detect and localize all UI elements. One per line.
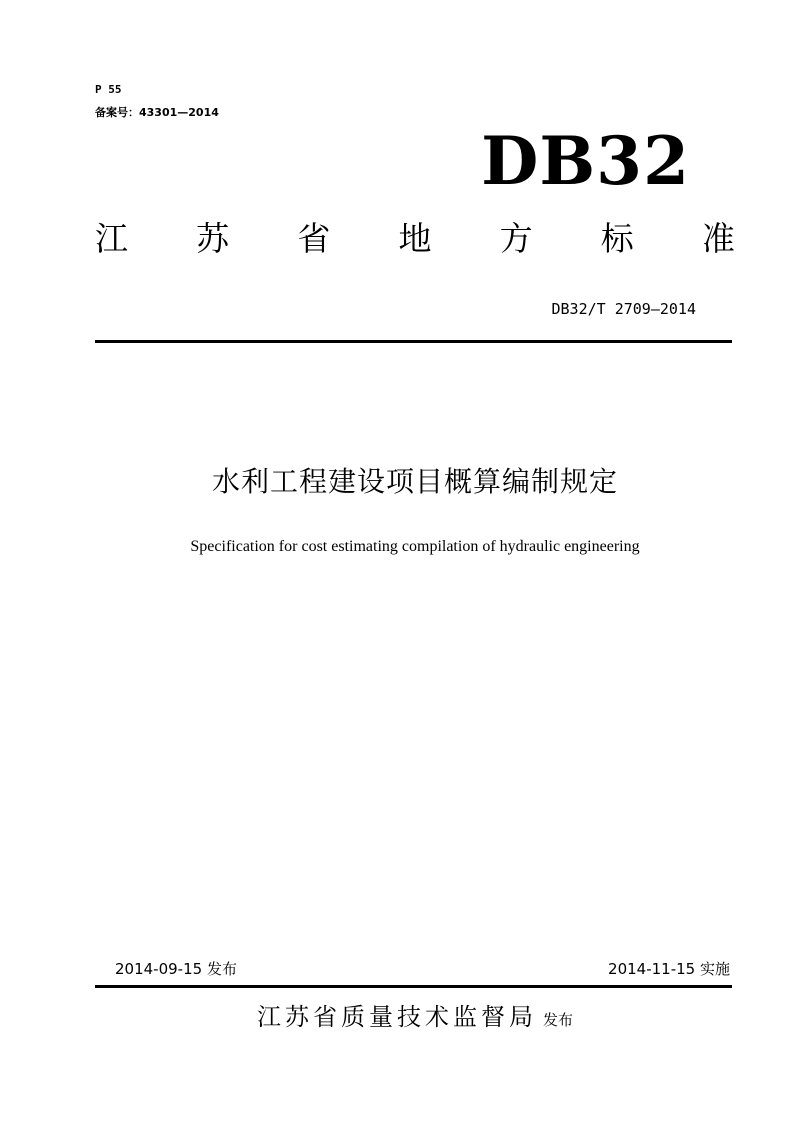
implementation-date: 2014-11-15 实施	[608, 960, 730, 978]
standard-type-char: 苏	[196, 219, 230, 258]
publisher	[0, 997, 800, 1032]
standard-type-char: 标	[600, 219, 634, 258]
standard-type-char: 省	[297, 219, 331, 258]
standard-type-char: 方	[499, 219, 533, 258]
record-number: 备案号：43301—2014	[95, 106, 219, 119]
standard-type-char: 准	[701, 219, 735, 258]
publisher-suffix: 发布	[542, 1011, 573, 1029]
standard-type-char: 江	[95, 219, 128, 258]
top-divider	[95, 340, 732, 343]
document-title: 水利工程建设项目概算编制规定	[211, 465, 618, 498]
standard-type-char: 地	[398, 219, 432, 258]
issue-date: 2014-09-15 发布	[115, 960, 237, 978]
document-subtitle: Specification for cost estimating compilation of hydraulic engineering	[190, 538, 640, 555]
classification-code: P 55	[95, 83, 122, 96]
bottom-divider	[95, 985, 732, 988]
standard-type-title	[95, 219, 735, 258]
standard-code-mark: DB32	[481, 122, 690, 200]
publisher-name: 江苏省质量技术监督局	[256, 1003, 537, 1031]
standard-number: DB32/T 2709—2014	[551, 300, 696, 318]
